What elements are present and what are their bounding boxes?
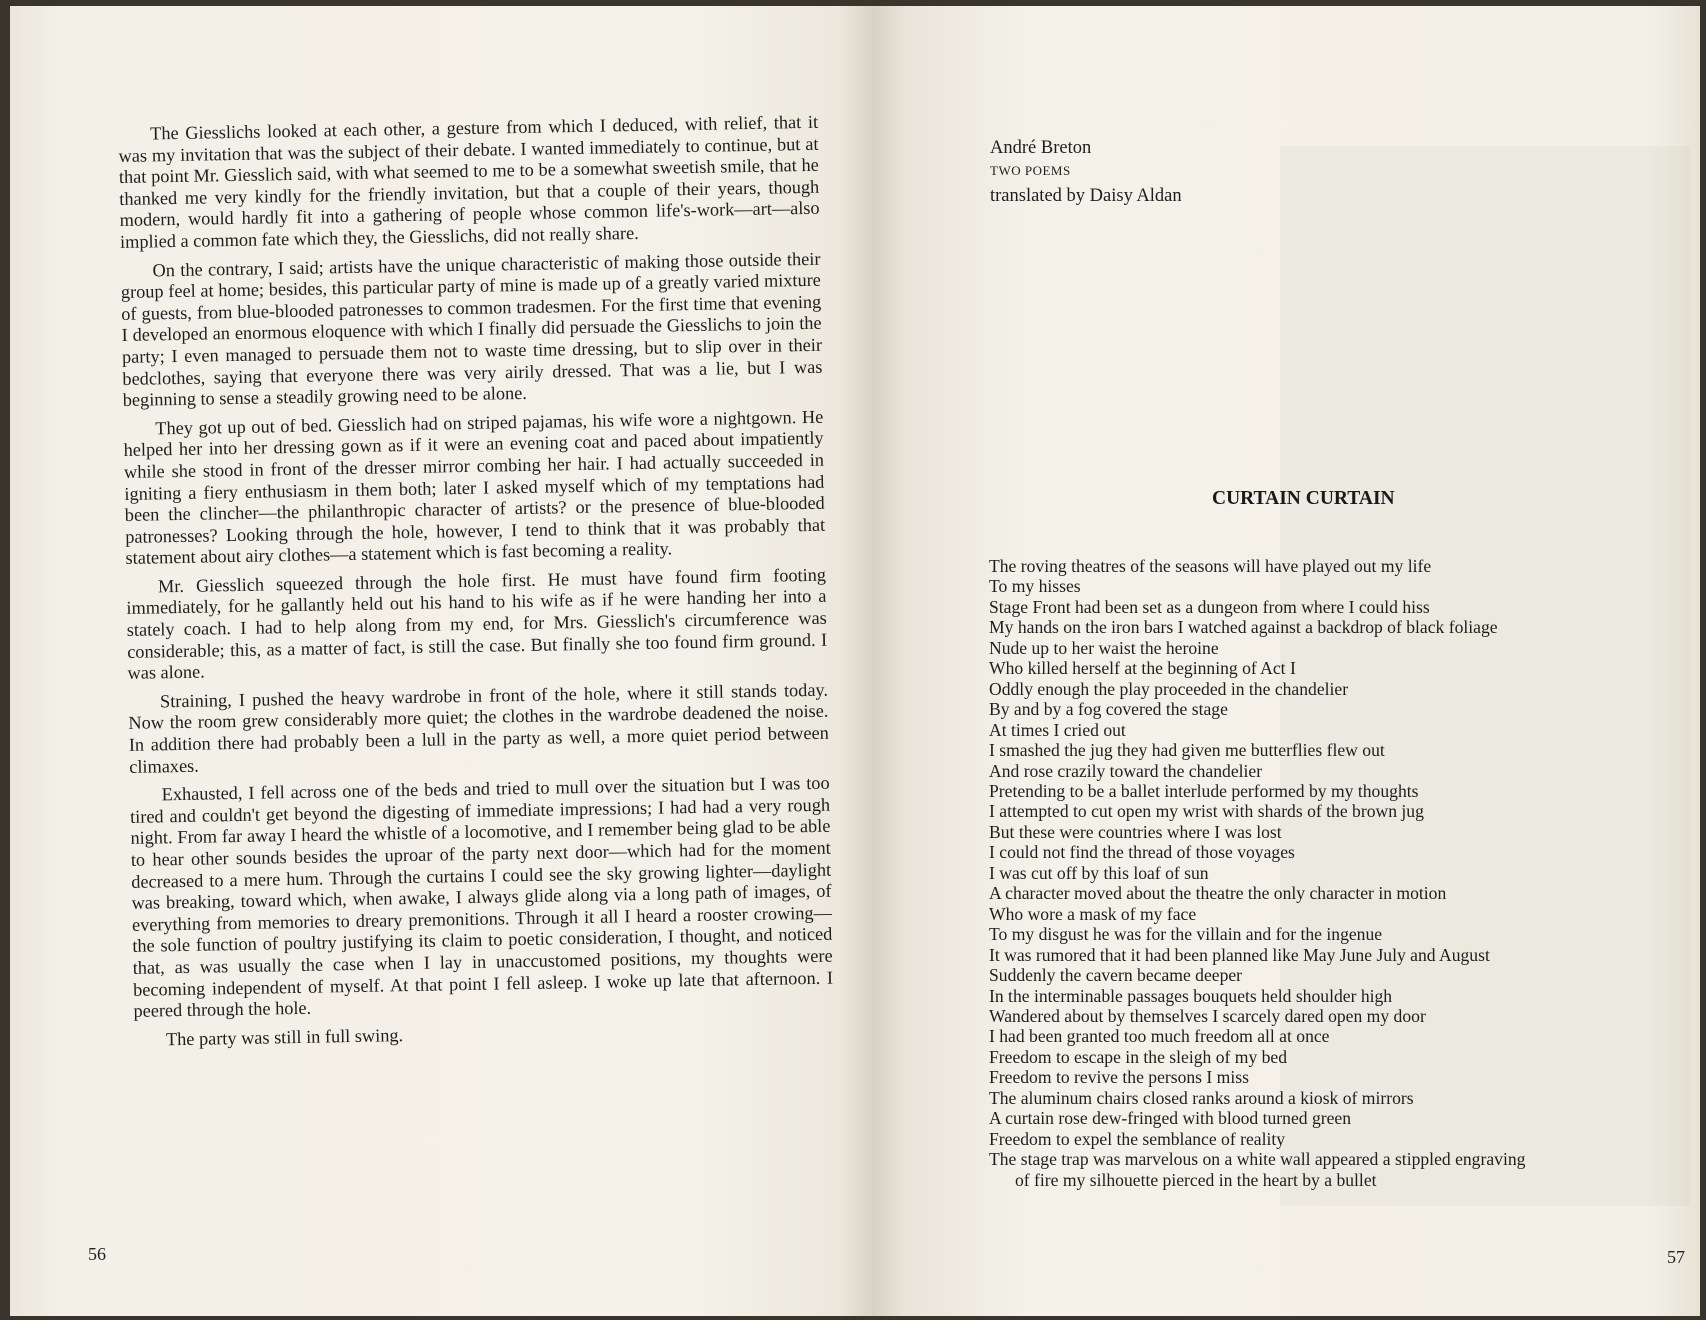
poem-line: of fire my silhouette pierced in the heart by a bullet <box>1015 1169 1377 1190</box>
poem-body <box>989 556 1669 1190</box>
poem-line: Who wore a mask of my face <box>989 903 1197 924</box>
poem-line: My hands on the iron bars I watched against a backdrop of black foliage <box>989 617 1498 638</box>
paragraph: Straining, I pushed the heavy wardrobe in front of the hole, where it still stands today. Now the room grew considerably more quiet; the clothes in the wardrobe deadened the noise. In addition there had probably been a lull in the party as well, a more quiet period between climaxes. <box>128 679 829 777</box>
paragraph: The Giesslichs looked at each other, a gesture from which I deduced, with relief, that it was my invitation that was the subject of their debate. I wanted immediately to continue, but at that point Mr. Giesslich said, with what seemed to me to be a somewhat sweetish smile, that he thanked me very kindly for the friendly invitation, but that a couple of their years, though modern, would hardly fit into a gathering of people whose common life's-work—art—also implied a common fate which they, the Giesslichs, did not really share. <box>118 111 820 252</box>
page-number-left: 56 <box>88 1244 106 1264</box>
poem-line: Freedom to escape in the sleigh of my bed <box>989 1046 1288 1067</box>
poem-line: Freedom to expel the semblance of reality <box>989 1128 1286 1149</box>
poem-line: Freedom to revive the persons I miss <box>989 1067 1249 1088</box>
author-name: André Breton <box>990 138 1092 158</box>
paragraph: Exhausted, I fell across one of the beds and tried to mull over the situation but I was too tired and couldn't get beyond the digesting of immediate impressions; I had had a very rough night. From far away I heard the whistle of a locomotive, and I remember being glad to be able to hear other sounds besides the uproar of the party next door—which had for the moment decreased to a mere hum. Through the curtains I could see the sky growing lighter—daylight was breaking, toward which, when awake, I always glide along via a long path of images, of everything from memories to dreary premonitions. Through it all I heard a rooster crowing—the sole function of poultry justifying its claim to poetic consideration, I thought, and noticed that, as was usually the case when I lay in unaccustomed positions, my thoughts were becoming independent of myself. At that point I fell asleep. I woke up late that afternoon. I peered through the hole. <box>129 772 834 1022</box>
page-number-right: 57 <box>1667 1247 1685 1267</box>
story-text <box>118 112 834 1058</box>
poem-line: Pretending to be a ballet interlude performed by my thoughts <box>989 780 1419 801</box>
paragraph: On the contrary, I said; artists have the unique characteristic of making those outside their group feel at home; besides, this particular party of mine is made up of a greatly varied mixture of guests, from blue-blooded patronesses to common tradesmen. For the first time that evening I developed an enormous eloquence with which I finally did persuade the Giesslichs to join the party; I even managed to persuade them not to waste time dressing, but to slip over in their bedclothes, saying that everyone there was very airily dressed. That was a lie, but I was beginning to sense a steadily growing need to be alone. <box>120 248 823 411</box>
poem-line: Suddenly the cavern became deeper <box>989 965 1243 986</box>
poem-line: I smashed the jug they had given me butterflies flew out <box>989 740 1385 761</box>
poem-line: The aluminum chairs closed ranks around a kiosk of mirrors <box>989 1087 1414 1108</box>
poem-line: To my hisses <box>989 576 1081 597</box>
poem-line: Wandered about by themselves I scarcely dared open my door <box>989 1005 1426 1026</box>
poem-title: CURTAIN CURTAIN <box>1212 488 1395 509</box>
poem-line: A character moved about the theatre the only character in motion <box>989 883 1447 904</box>
section-subtitle: TWO POEMS <box>990 163 1071 178</box>
poem-line: Oddly enough the play proceeded in the chandelier <box>989 678 1349 699</box>
paragraph: The party was still in full swing. <box>165 1024 404 1050</box>
right-page <box>872 6 1700 1316</box>
poem-line: It was rumored that it had been planned like May June July and August <box>989 944 1490 965</box>
poem-line: And rose crazily toward the chandelier <box>989 760 1263 781</box>
translator-credit: translated by Daisy Aldan <box>990 186 1182 206</box>
poem-line: To my disgust he was for the villain and for the ingenue <box>989 924 1383 945</box>
poem-line: The stage trap was marvelous on a white wall appeared a stippled engraving <box>989 1149 1526 1170</box>
poem-line: By and by a fog covered the stage <box>989 699 1228 720</box>
poem-line: But these were countries where I was lost <box>989 821 1282 842</box>
poem-line: The roving theatres of the seasons will have played out my life <box>989 556 1432 576</box>
poem-line: Who killed herself at the beginning of Act I <box>989 658 1296 679</box>
poem-line: I was cut off by this loaf of sun <box>989 862 1209 883</box>
poem-line: I could not find the thread of those voyages <box>989 842 1295 863</box>
poem-line: I attempted to cut open my wrist with shards of the brown jug <box>989 801 1424 822</box>
poem-line: At times I cried out <box>989 719 1126 740</box>
poem-line: In the interminable passages bouquets held shoulder high <box>989 985 1393 1006</box>
poem-line: Stage Front had been set as a dungeon from where I could hiss <box>989 596 1430 617</box>
poem-line: I had been granted too much freedom all at once <box>989 1026 1330 1047</box>
paragraph: Mr. Giesslich squeezed through the hole first. He must have found firm footing immediately, for he gallantly held out his hand to his wife as if he were handing her into a stately coach. I had to help along from my end, for Mrs. Giesslich's circumference was considerable; this, as a matter of fact, is still the case. But finally she too found firm ground. I was alone. <box>126 564 828 684</box>
poem-line: Nude up to her waist the heroine <box>989 637 1219 658</box>
poem-line: A curtain rose dew-fringed with blood turned green <box>989 1108 1352 1129</box>
paragraph: They got up out of bed. Giesslich had on striped pajamas, his wife wore a nightgown. He helped her into her dressing gown as if it were an evening coat and paced about impatiently while she stood in front of the dresser mirror combing her hair. I had actually succeeded in igniting a fiery enthusiasm in them both; later I asked myself which of my temptations had been the clincher—the philanthropic character of artists? or the presence of blue-blooded patronesses? Looking through the hole, however, I tend to think that it was probably that statement about airy clothes—a statement which is fast becoming a reality. <box>123 406 826 569</box>
left-page <box>10 6 872 1316</box>
